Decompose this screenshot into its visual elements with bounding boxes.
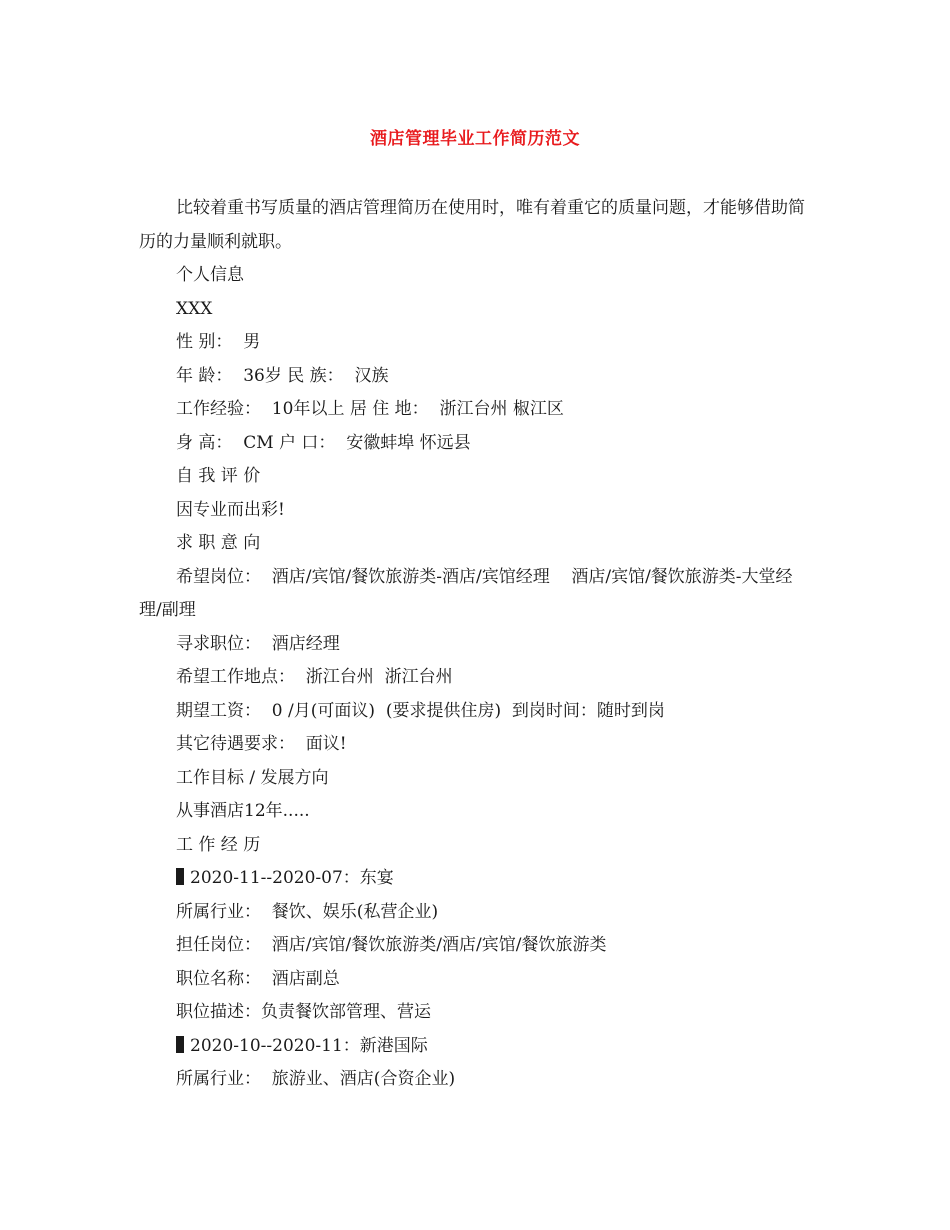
job1-industry-line: 所属行业： 餐饮、娱乐(私营企业) bbox=[176, 901, 439, 922]
sought-position-line: 寻求职位： 酒店经理 bbox=[176, 633, 340, 654]
desired-location-line: 希望工作地点： 浙江台州 浙江台州 bbox=[176, 667, 453, 687]
document-body bbox=[139, 192, 815, 1097]
job2-industry-line: 所属行业： 旅游业、酒店(合资企业) bbox=[176, 1069, 456, 1089]
name-line: XXX bbox=[176, 298, 213, 319]
job2-period-line bbox=[139, 1030, 815, 1064]
section-heading-personal-info: 个人信息 bbox=[176, 265, 244, 285]
document-title: 酒店管理毕业工作简历范文 bbox=[370, 129, 580, 149]
expected-salary-line: 期望工资： 0 /月(可面议) (要求提供住房) 到岗时间：随时到岗 bbox=[176, 700, 665, 721]
bullet-marker bbox=[176, 868, 184, 885]
other-benefits-line: 其它待遇要求： 面议! bbox=[176, 734, 347, 754]
bullet-marker bbox=[176, 1036, 184, 1053]
section-heading-career-goal: 工作目标 / 发展方向 bbox=[176, 767, 329, 788]
job1-period: 2020-11--2020-07：东宴 bbox=[190, 868, 394, 888]
height-hukou-line: 身 高： CM 户 口： 安徽蚌埠 怀远县 bbox=[176, 432, 471, 453]
desired-position-line: 希望岗位： 酒店/宾馆/餐饮旅游类-酒店/宾馆经理 酒店/宾馆/餐饮旅游类-大堂经理/副理 bbox=[139, 566, 793, 620]
gender-line: 性 别： 男 bbox=[176, 332, 261, 352]
job1-period-line bbox=[139, 862, 815, 896]
section-heading-job-intention: 求 职 意 向 bbox=[176, 533, 261, 553]
job1-description-line: 职位描述：负责餐饮部管理、营运 bbox=[176, 1002, 431, 1022]
intro-paragraph: 比较着重书写质量的酒店管理简历在使用时，唯有着重它的质量问题，才能够借助简历的力量顺利就职。 bbox=[139, 198, 805, 252]
self-evaluation-text: 因专业而出彩! bbox=[176, 499, 285, 520]
section-heading-self-evaluation: 自 我 评 价 bbox=[176, 466, 261, 486]
job2-period: 2020-10--2020-11：新港国际 bbox=[190, 1035, 428, 1056]
experience-residence-line: 工作经验： 10年以上 居 住 地： 浙江台州 椒江区 bbox=[176, 399, 564, 419]
job1-title-line: 职位名称： 酒店副总 bbox=[176, 968, 340, 989]
job1-position-line: 担任岗位： 酒店/宾馆/餐饮旅游类/酒店/宾馆/餐饮旅游类 bbox=[176, 935, 607, 955]
age-ethnicity-line: 年 龄： 36岁 民 族： 汉族 bbox=[176, 365, 389, 386]
section-heading-work-history: 工 作 经 历 bbox=[176, 834, 261, 855]
career-goal-text: 从事酒店12年..... bbox=[176, 801, 310, 821]
